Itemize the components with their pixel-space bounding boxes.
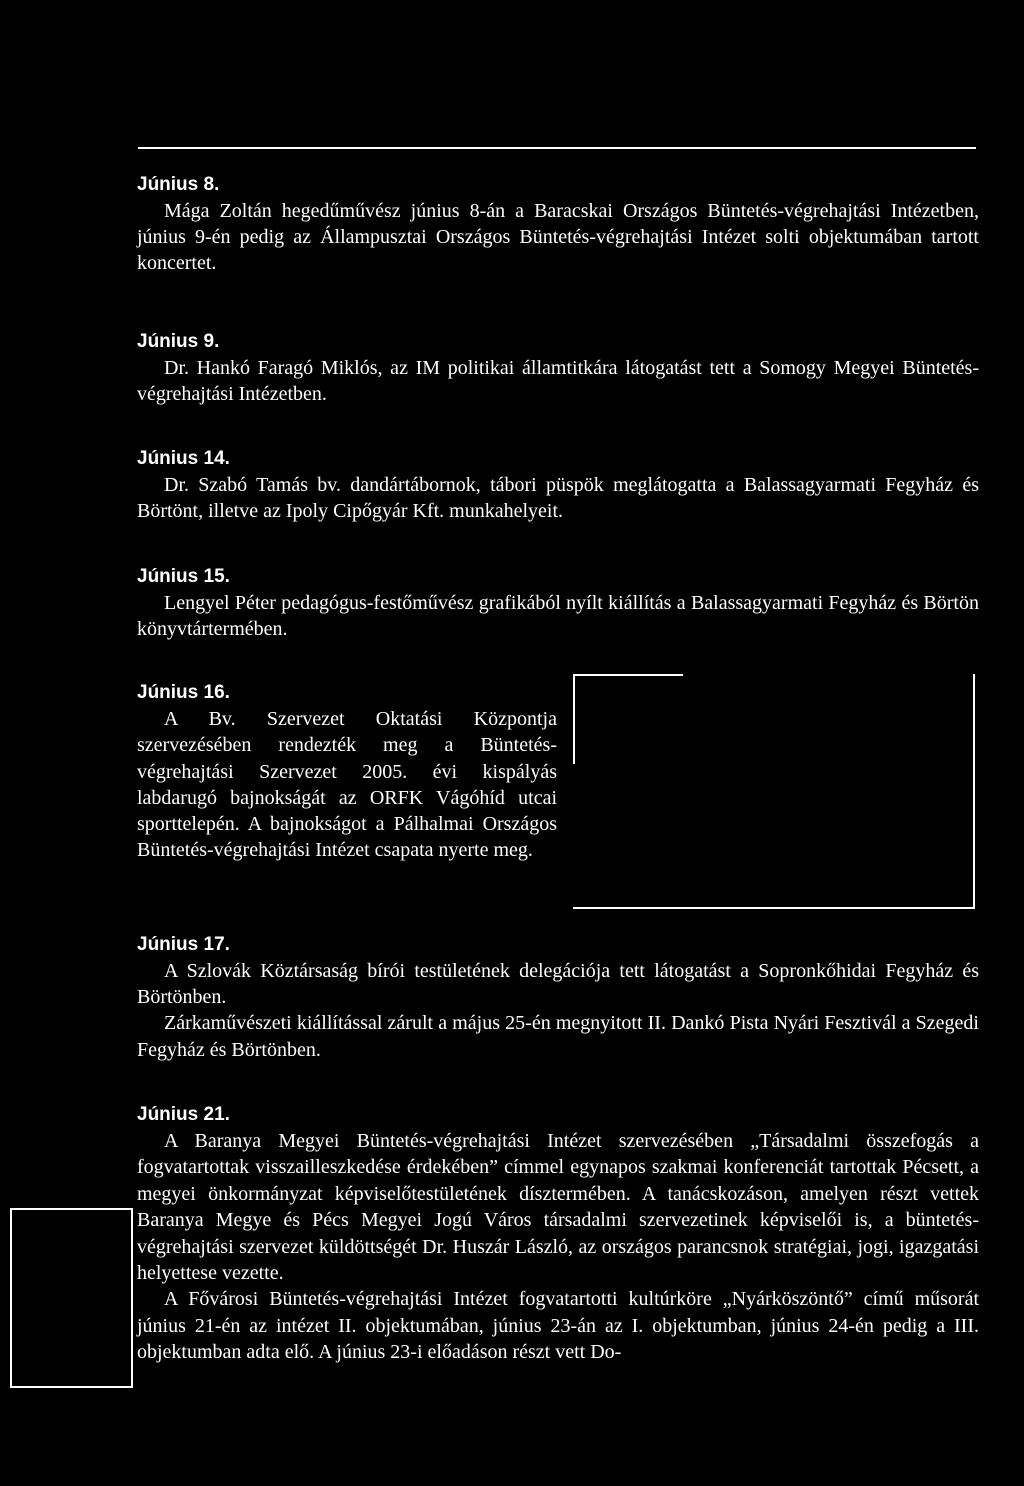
entry-paragraph: A Szlovák Köztársaság bírói testületének delegációja tett látogatást a Sopronkőhidai Fegyház és Börtönben. [137, 960, 979, 1009]
entry-paragraph: A Baranya Megyei Büntetés-végrehajtási Intézet szervezésében „Társadalmi összefogás a fogvatartottak visszailleszkedése érdekében” címmel egynapos szakmai konferenciát tartottak Pécsett, a megyei önkormányzat képviselőtestületének dísztermében. A tanácskozáson, amelyen részt vettek Baranya Megye és Pécs Megyei Jogú Város társadalmi szervezetinek képviselői is, a büntetés-végrehajtási szervezet küldöttségét Dr. Huszár László, az országos parancsnok stratégiai, jogi, igazgatási helyettese vezette. [137, 1130, 979, 1285]
photo-placeholder-frame [10, 1208, 133, 1388]
entry-date: Június 21. [137, 1104, 230, 1125]
entry-june-16 [137, 680, 557, 864]
entry-date: Június 16. [137, 682, 230, 703]
entry-june-21 [137, 1102, 979, 1366]
entry-date: Június 8. [137, 174, 220, 195]
entry-paragraph: Dr. Szabó Tamás bv. dandártábornok, tábori püspök meglátogatta a Balassagyarmati Fegyház és Börtönt, illetve az Ipoly Cipőgyár Kft. munkahelyeit. [137, 474, 979, 523]
photo-placeholder-frame [573, 674, 975, 909]
entry-date: Június 9. [137, 331, 220, 352]
entry-date: Június 17. [137, 934, 230, 955]
entry-paragraph: A Fővárosi Büntetés-végrehajtási Intézet fogvatartotti kultúrköre „Nyárköszöntő” című műsorát június 21-én az intézet II. objektumában, június 23-án az I. objektumban, június 24-én pedig a III. objektumban adta elő. A június 23-i előadáson részt vett Do- [137, 1288, 979, 1364]
entry-paragraph: A Bv. Szervezet Oktatási Központja szervezésében rendezték meg a Büntetés-végrehajtási Szervezet 2005. évi kispályás labdarugó bajnokságát az ORFK Vágóhíd utcai sporttelepén. A bajnokságot a Pálhalmai Országos Büntetés-végrehajtási Intézet csapata nyerte meg. [137, 708, 557, 862]
entry-june-9 [137, 329, 979, 407]
entry-paragraph: Zárkaművészeti kiállítással zárult a május 25-én megnyitott II. Dankó Pista Nyári Fesztivál a Szegedi Fegyház és Börtönben. [137, 1012, 979, 1061]
entry-june-17 [137, 932, 979, 1063]
entry-date: Június 14. [137, 448, 230, 469]
entry-paragraph: Mága Zoltán hegedűművész június 8-án a Baracskai Országos Büntetés-végrehajtási Intézetben, június 9-én pedig az Állampusztai Országos Büntetés-végrehajtási Intézet solti objektumában tartott koncertet. [137, 200, 979, 275]
entry-june-8 [137, 172, 979, 277]
entry-june-15 [137, 564, 979, 642]
entry-paragraph: Lengyel Péter pedagógus-festőművész grafikából nyílt kiállítás a Balassagyarmati Fegyház és Börtön könyvtártermében. [137, 592, 979, 641]
top-rule [138, 147, 976, 149]
entry-june-14 [137, 446, 979, 524]
entry-paragraph: Dr. Hankó Faragó Miklós, az IM politikai államtitkára látogatást tett a Somogy Megyei Büntetés-végrehajtási Intézetben. [137, 357, 979, 406]
entry-date: Június 15. [137, 566, 230, 587]
